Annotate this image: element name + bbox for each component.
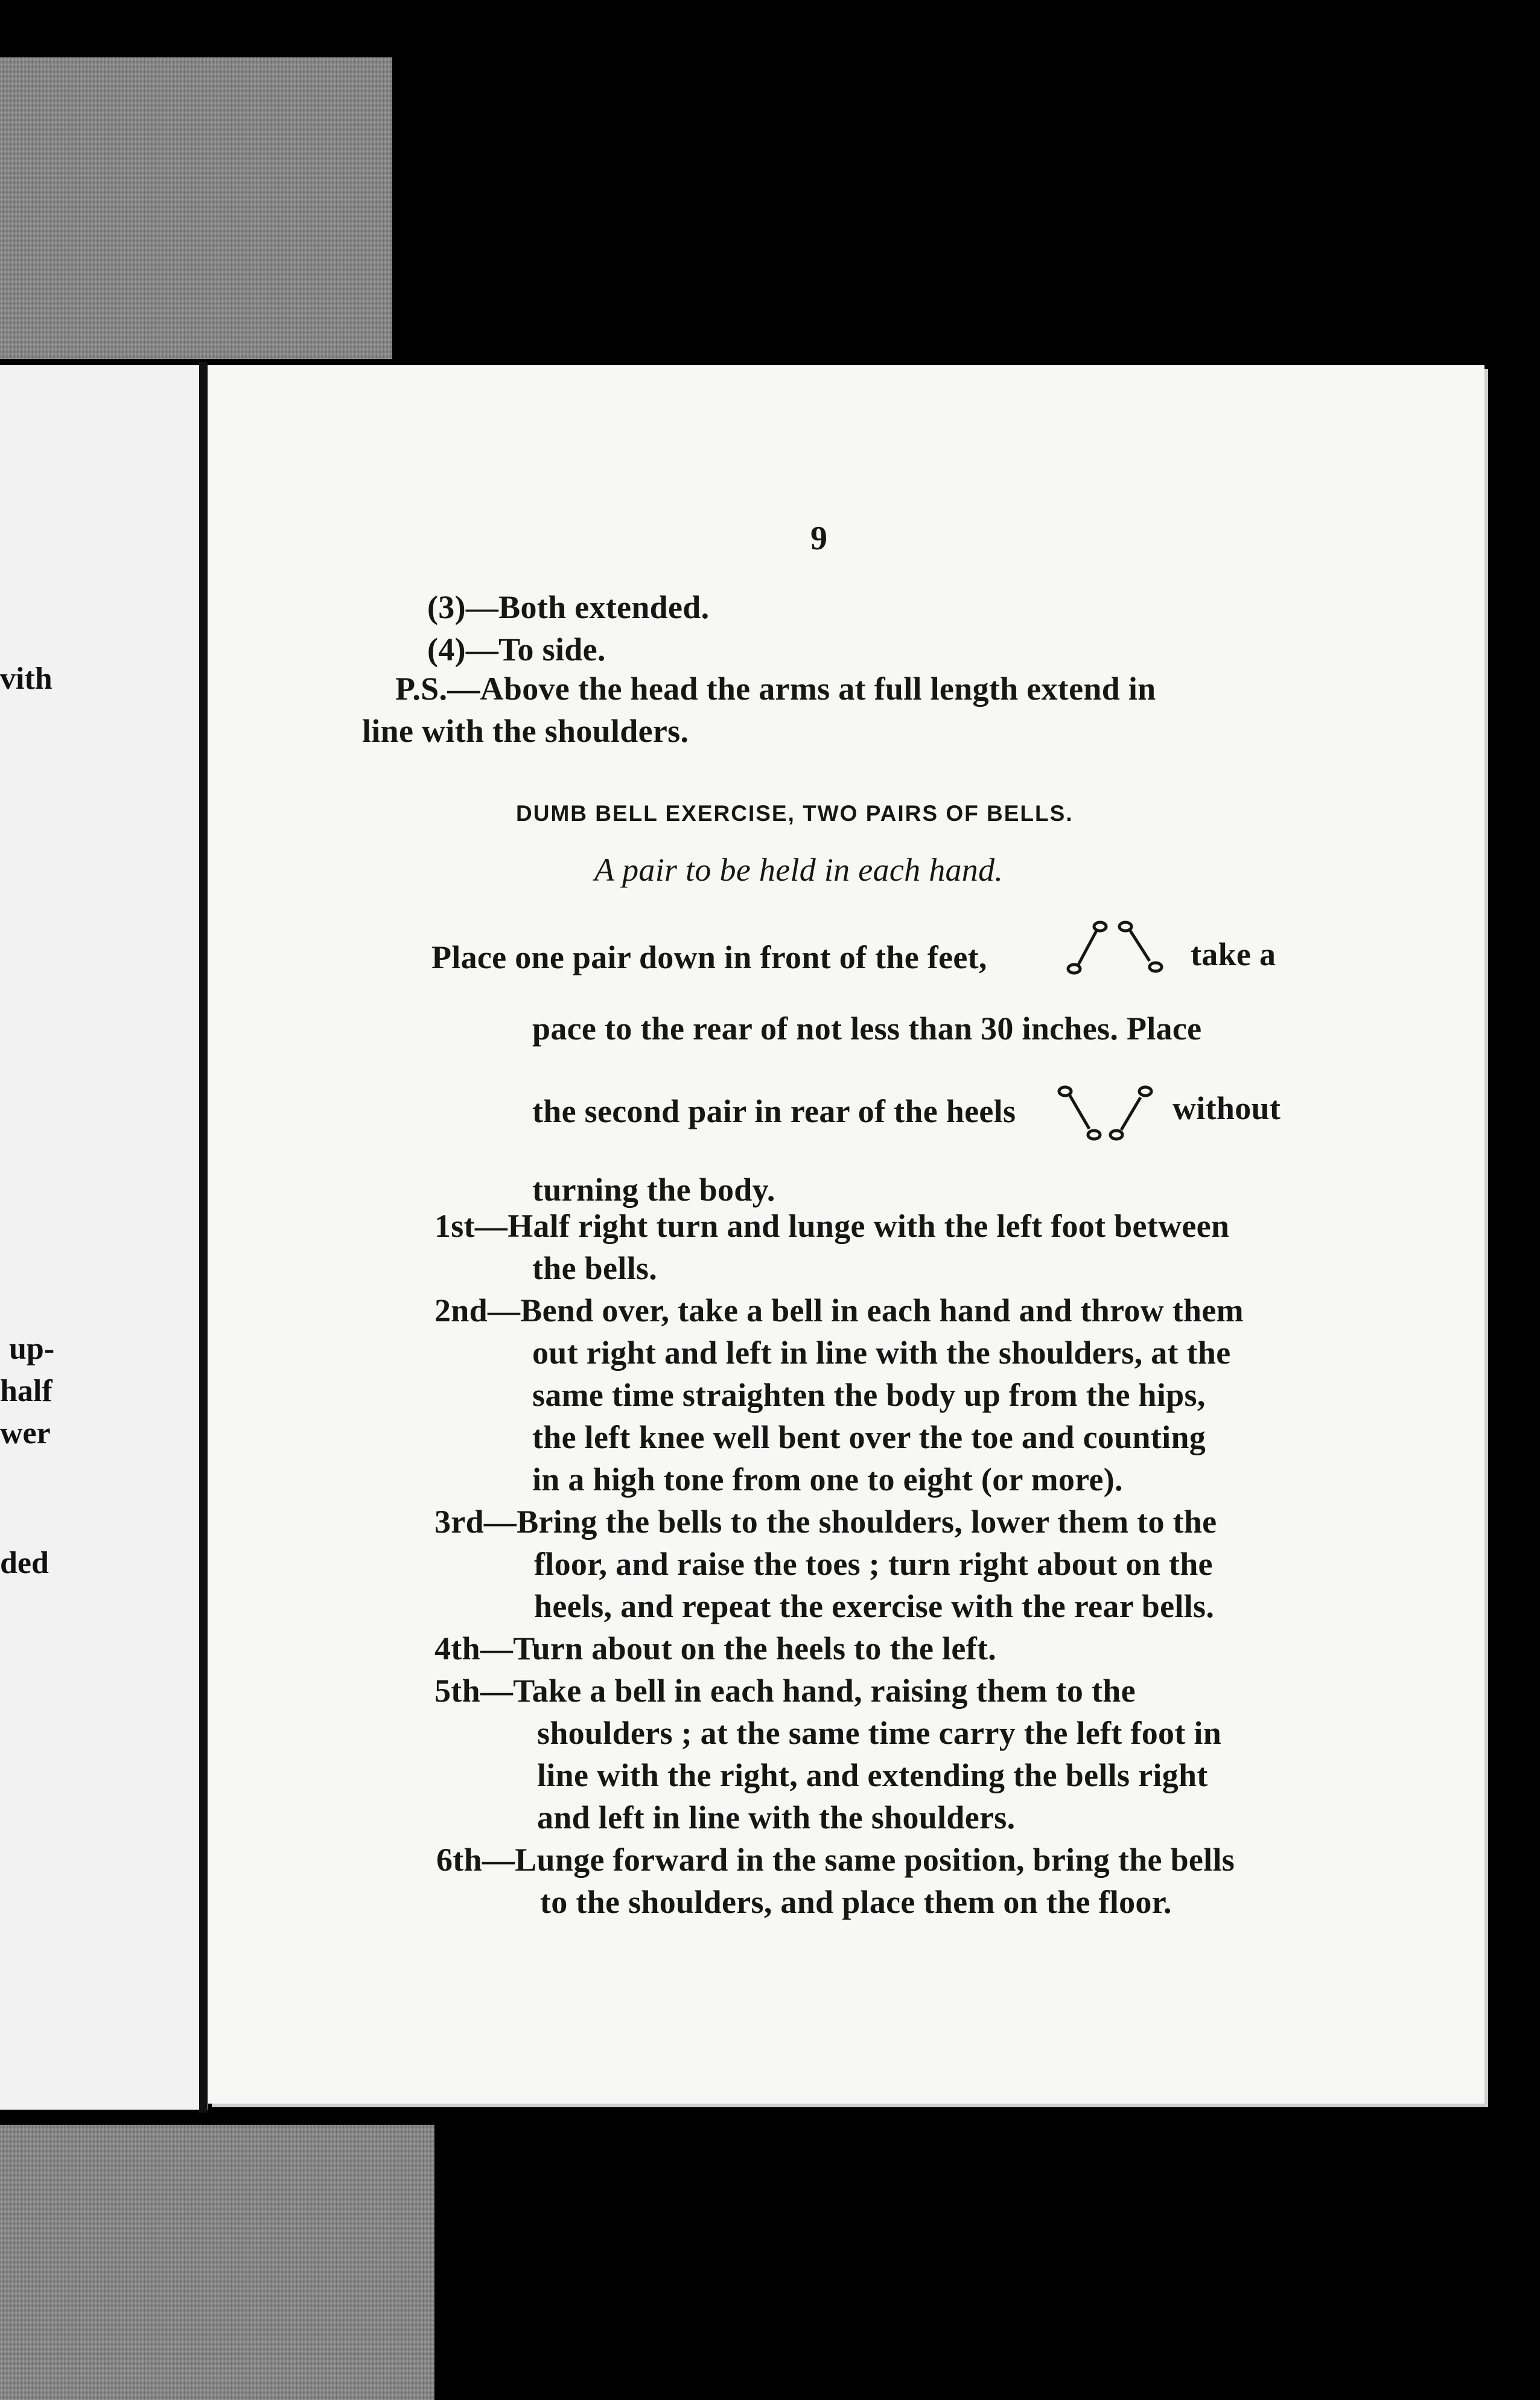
left-page-fragment: half bbox=[0, 1374, 52, 1408]
dumbbell-pair-rear-icon bbox=[1047, 1080, 1168, 1147]
text-line: same time straighten the body up from the hips, bbox=[532, 1377, 1206, 1413]
text-line: 3rd—Bring the bells to the shoulders, lower them to the bbox=[434, 1504, 1217, 1540]
text-line: without bbox=[1172, 1090, 1281, 1126]
text-line: the left knee well bent over the toe and counting bbox=[532, 1419, 1206, 1455]
cloth-binding-top bbox=[0, 57, 392, 359]
left-page bbox=[0, 365, 208, 2110]
text-line: P.S.—Above the head the arms at full length extend in bbox=[395, 671, 1156, 707]
cloth-binding-bottom bbox=[0, 2125, 434, 2400]
dumbbell-pair-front-icon bbox=[1059, 911, 1180, 978]
left-page-fragment: up- bbox=[9, 1332, 55, 1366]
right-page bbox=[208, 365, 1484, 2104]
text-line: line with the shoulders. bbox=[362, 713, 689, 749]
text-line: line with the right, and extending the bells right bbox=[537, 1757, 1208, 1793]
subheading: A pair to be held in each hand. bbox=[594, 852, 1004, 888]
text-line: 1st—Half right turn and lunge with the left foot between bbox=[434, 1208, 1230, 1244]
text-line: heels, and repeat the exercise with the rear bells. bbox=[534, 1588, 1215, 1624]
text-line: 5th—Take a bell in each hand, raising them to the bbox=[434, 1673, 1136, 1709]
text-line: to the shoulders, and place them on the floor. bbox=[540, 1884, 1172, 1920]
left-page-fragment: ded bbox=[0, 1546, 49, 1580]
left-page-fragment: wer bbox=[0, 1416, 51, 1451]
text-line: turning the body. bbox=[532, 1172, 775, 1208]
text-line: the second pair in rear of the heels bbox=[532, 1093, 1016, 1129]
text-line: 4th—Turn about on the heels to the left. bbox=[434, 1630, 997, 1667]
section-heading: DUMB BELL EXERCISE, TWO PAIRS OF BELLS. bbox=[516, 801, 1074, 826]
text-line: 6th—Lunge forward in the same position, bring the bells bbox=[436, 1842, 1235, 1878]
text-line: pace to the rear of not less than 30 inches. Place bbox=[532, 1010, 1202, 1047]
text-line: the bells. bbox=[532, 1250, 658, 1286]
text-line: floor, and raise the toes ; turn right about on the bbox=[534, 1546, 1213, 1582]
text-line: take a bbox=[1191, 936, 1276, 972]
text-line: (4)—To side. bbox=[427, 631, 606, 668]
left-page-fragment: vith bbox=[0, 662, 52, 696]
book-spine bbox=[199, 362, 208, 2113]
text-line: shoulders ; at the same time carry the left foot in bbox=[537, 1715, 1222, 1751]
text-line: Place one pair down in front of the feet, bbox=[431, 939, 987, 975]
text-line: and left in line with the shoulders. bbox=[537, 1799, 1016, 1836]
text-line: 2nd—Bend over, take a bell in each hand and throw them bbox=[434, 1292, 1244, 1329]
text-line: in a high tone from one to eight (or more). bbox=[532, 1461, 1123, 1498]
text-line: out right and left in line with the shoulders, at the bbox=[532, 1335, 1231, 1371]
text-line: (3)—Both extended. bbox=[427, 589, 710, 625]
page-number: 9 bbox=[810, 520, 828, 557]
